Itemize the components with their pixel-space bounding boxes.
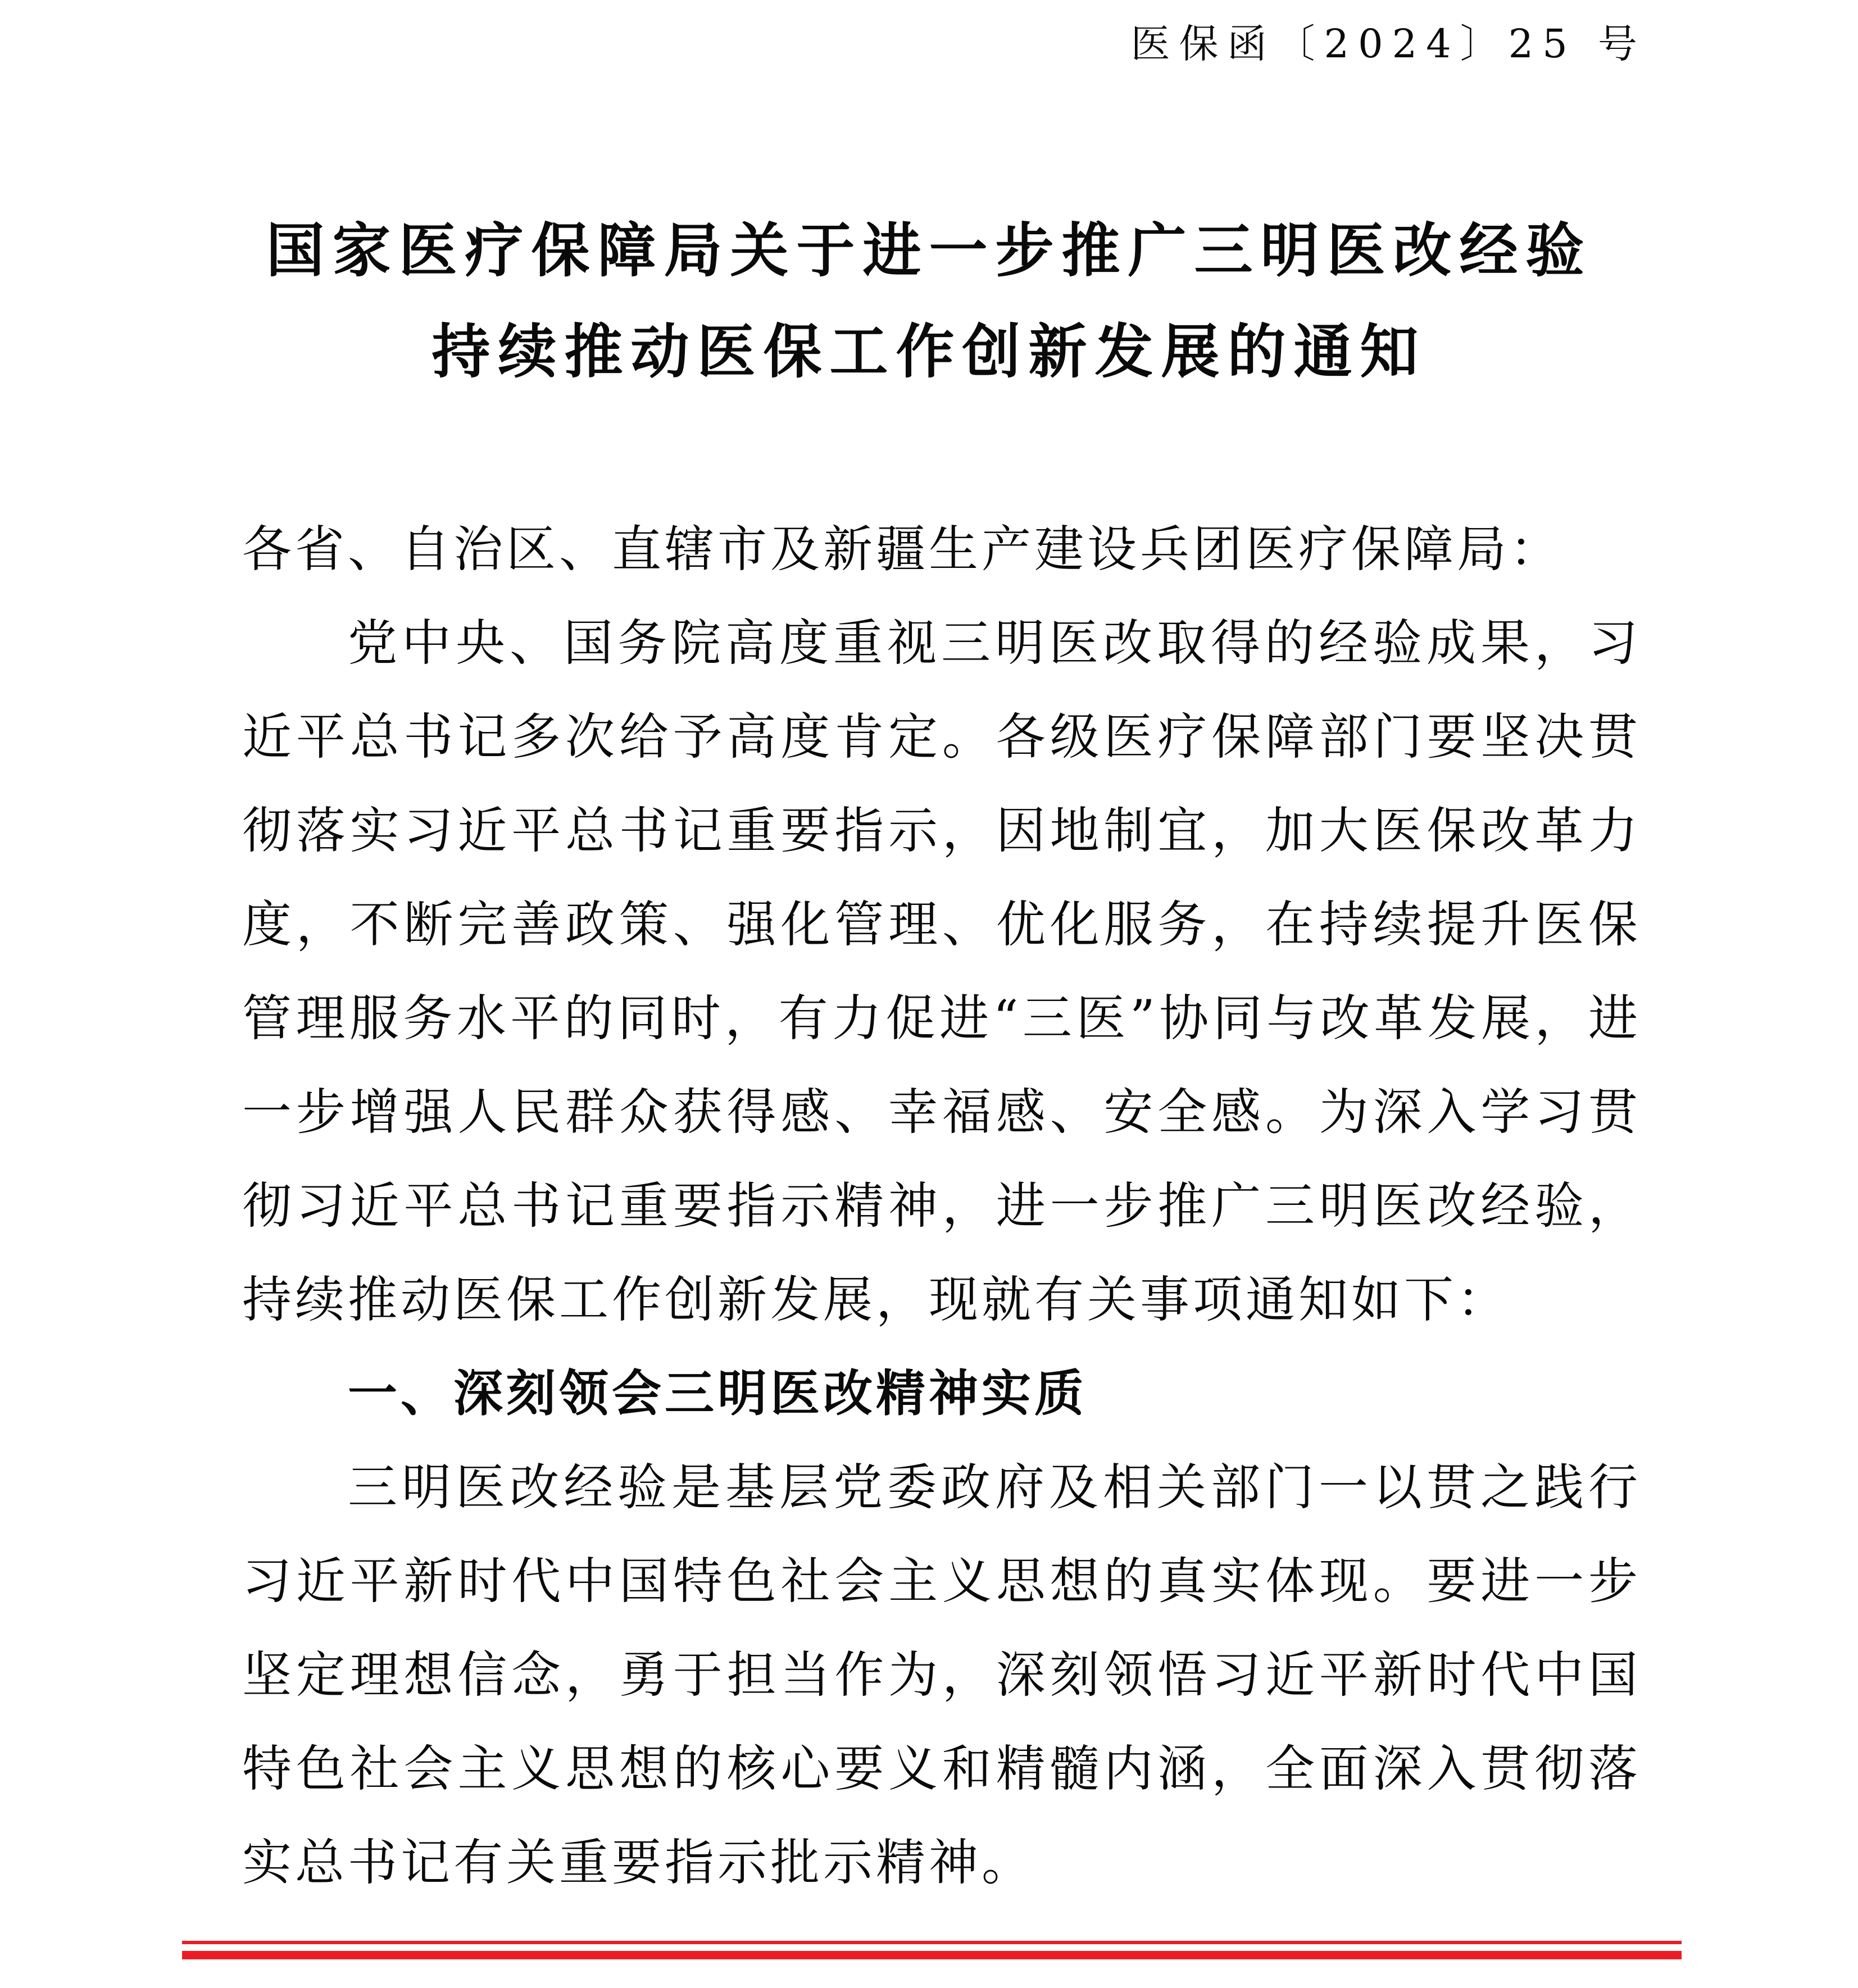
red-divider-line-thin [182,1941,1682,1944]
section-1-heading: 一、深刻领会三明医改精神实质 [348,1364,1088,1422]
doc-reference-number: 医保函〔2024〕25 号 [1130,21,1646,67]
red-divider-line-thick [182,1951,1682,1959]
salutation: 各省、自治区、直辖市及新疆生产建设兵团医疗保障局： [242,520,1563,578]
doc-title-line-2: 持续推动医保工作创新发展的通知 [431,317,1427,386]
doc-body [242,502,1641,1909]
doc-title [0,200,1858,402]
paragraph-1: 党中央、国务院高度重视三明医改取得的经验成果，习近平总书记多次给予高度肯定。各级医疗保障部门要坚决贯彻落实习近平总书记重要指示，因地制宜，加大医保改革力度，不断完善政策、强化管理、优化服务，在持续提升医保管理服务水平的同时，有力促进“三医”协同与改革发展，进一步增强人民群众获得感、幸福感、安全感。为深入学习贯彻习近平总书记重要指示精神，进一步推广三明医改经验，持续推动医保工作创新发展，现就有关事项通知如下： [242,614,1641,1329]
doc-title-line-1: 国家医疗保障局关于进一步推广三明医改经验 [266,216,1592,285]
paragraph-2: 三明医改经验是基层党委政府及相关部门一以贯之践行习近平新时代中国特色社会主义思想的真实体现。要进一步坚定理想信念，勇于担当作为，深刻领悟习近平新时代中国特色社会主义思想的核心要义和精髓内涵，全面深入贯彻落实总书记有关重要指示批示精神。 [242,1458,1641,1891]
